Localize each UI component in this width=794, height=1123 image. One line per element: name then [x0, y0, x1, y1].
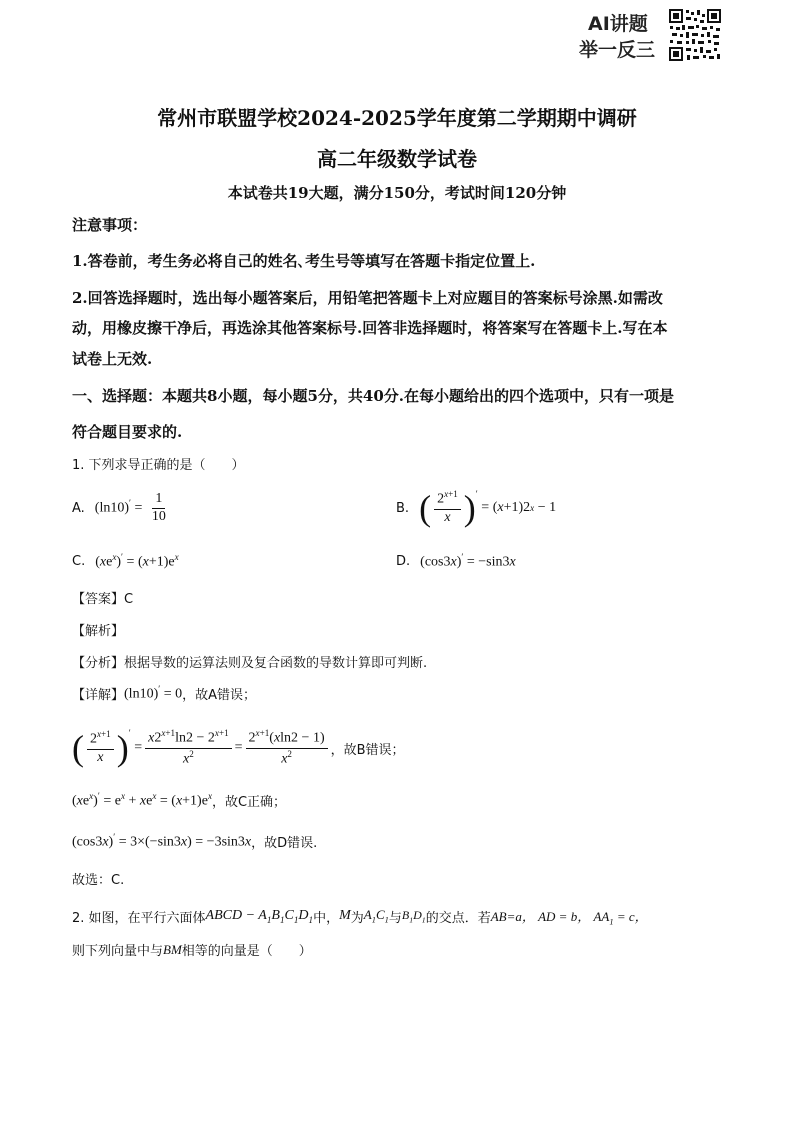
q2-stem-line-1: [72, 904, 648, 928]
q1-answer: 【答案】C: [72, 592, 134, 607]
q2-prefix: 2. 如图，在平行六面体: [72, 910, 206, 926]
q1-option-c[interactable]: [72, 549, 179, 573]
q1-detail-c-verdict: ，故C正确；: [211, 794, 287, 810]
q1-detail-c-formula: $(xe^x)' = e^x + xe^x = (x+1)e^x$: [72, 790, 212, 809]
qr-code-icon[interactable]: [668, 8, 722, 62]
q1-option-c-formula: $(xe^x)' = (x+1)e^x$: [95, 551, 179, 570]
section-1-line-1: 一、选择题：本题共8小题，每小题5分，共40分.在每小题给出的四个选项中，只有一项是: [72, 387, 674, 405]
notice-item-2-line-1: 2.回答选择题时，选出每小题答案后，用铅笔把答题卡上对应题目的答案标号涂黑.如需改: [72, 289, 663, 307]
q1-stem: 1. 下列求导正确的是（ ）: [72, 458, 245, 473]
q2-mid-4: 的交点．若: [425, 910, 491, 926]
q1-detail-d-verdict: ，故D错误.: [251, 835, 318, 851]
q1-detail-d-formula: (cos3x)′ = 3×(−sin3x) = −3sin3x: [72, 831, 252, 850]
q2-stem-line-2: [72, 940, 312, 959]
q1-detail-a: [72, 684, 256, 703]
q1-option-a-label: A.: [72, 500, 85, 516]
q1-detail-c: [72, 788, 286, 812]
exam-subtitle: 高二年级数学试卷: [317, 147, 477, 171]
q1-fenxi: 【分析】根据导数的运算法则及复合函数的导数计算即可判断.: [72, 656, 428, 671]
notice-item-2-line-2: 动，用橡皮擦干净后，再选涂其他答案标号.回答非选择题时，将答案写在答题卡上.写在本: [72, 319, 668, 337]
notice-item-2-line-3: 试卷上无效.: [72, 350, 153, 368]
q2-segment-b1d1: $B_1D_1$: [401, 907, 426, 925]
exam-title: 常州市联盟学校2024-2025学年度第二学期期中调研: [157, 106, 637, 130]
q2-mid-2: 为: [350, 910, 364, 926]
q1-option-b-label: B.: [396, 500, 410, 516]
q1-detail-a-formula: (ln10)′ = 0: [124, 684, 183, 702]
q1-detail-a-verdict: ，故A错误；: [182, 688, 257, 703]
brand-line-2: 举一反三: [579, 39, 656, 61]
q2-mid-3: 与: [388, 910, 402, 926]
q2-segment-a1c1: $A_1C_1$: [363, 907, 389, 925]
q2-mid-1: 中，: [313, 910, 340, 926]
q1-option-d[interactable]: [396, 549, 516, 573]
q1-analysis-tag: 【解析】: [72, 624, 125, 639]
q1-detail-b: [72, 722, 405, 774]
q1-option-b-formula: ( $\frac{2^{x+1}}{x}$ ) ′ = ( x +1)2 x − 1: [419, 488, 557, 528]
q1-detail-b-verdict: ，故B错误；: [330, 742, 405, 758]
q1-option-c-label: C.: [72, 553, 86, 569]
brand-line-1: AI讲题: [588, 13, 648, 35]
q1-option-d-label: D.: [396, 553, 411, 569]
q1-detail-d: [72, 831, 317, 851]
q2-solid-name: ABCD − $A_1B_1C_1D_1$: [205, 907, 314, 925]
q1-option-b[interactable]: [396, 484, 556, 532]
q1-detail-tag: 【详解】: [72, 688, 125, 703]
q1-detail-b-formula: ( $\frac{2^{x+1}}{x}$ ) ′ = $\frac{x2^{x+1}\ln 2 - 2^{x+1}}{x^2}$ = $\frac{2^{x+1}(xln2 - 1)}{x^2}$: [72, 728, 331, 768]
q2-vector-defs: AB=a， AD = b， $AA_1 = c$，: [490, 908, 648, 927]
notice-heading: 注意事项：: [72, 216, 148, 234]
q1-option-d-formula: (cos3x)′ = −sin3x: [420, 551, 516, 570]
notice-item-1: 1.答卷前，考生务必将自己的姓名､考生号等填写在答题卡指定位置上.: [72, 252, 536, 270]
q1-option-a[interactable]: [72, 488, 172, 528]
q1-conclusion: 故选：C.: [72, 873, 125, 888]
q1-option-a-formula: (ln10)′ = $\frac{1}{10}$: [94, 490, 166, 524]
exam-info: 本试卷共19大题，满分150分，考试时间120分钟: [227, 184, 567, 202]
q2-line-2: 则下列向量中与: [72, 944, 164, 959]
q2-point-m: M: [339, 908, 351, 923]
q2-vector-bm: BM: [163, 941, 182, 957]
section-1-line-2: 符合题目要求的.: [72, 423, 183, 441]
q2-line-2b: 相等的向量是（ ）: [181, 944, 312, 959]
